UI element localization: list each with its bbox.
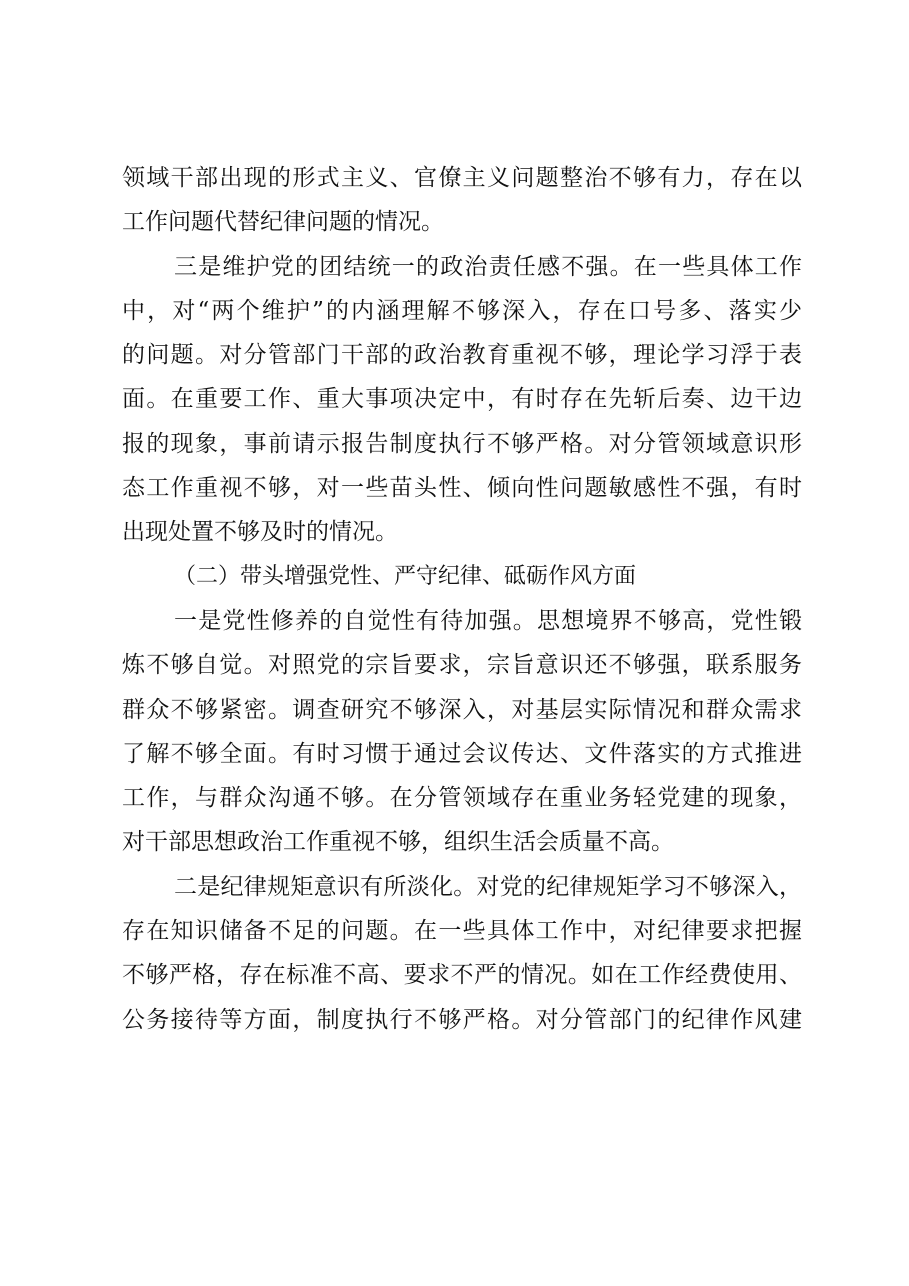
text-line: 了解不够全面。有时习惯于通过会议传达、文件落实的方式推进 [122, 740, 802, 767]
text-line: 群众不够紧密。调查研究不够深入，对基层实际情况和群众需求 [122, 696, 802, 723]
text-line: 不够严格，存在标准不高、要求不严的情况。如在工作经费使用、 [122, 962, 802, 989]
section-heading [122, 555, 802, 599]
text-line: 二是纪律规矩意识有所淡化。对党的纪律规矩学习不够深入， [174, 873, 802, 900]
text-line: 态工作重视不够，对一些苗头性、倾向性问题敏感性不强，有时 [122, 475, 802, 502]
text-line: 对干部思想政治工作重视不够，组织生活会质量不高。 [122, 829, 674, 856]
document-body [122, 156, 802, 1042]
text-line: 公务接待等方面，制度执行不够严格。对分管部门的纪律作风建 [122, 1006, 802, 1033]
paragraph-party-spirit [122, 599, 802, 865]
text-line: 三是维护党的团结统一的政治责任感不强。在一些具体工作 [174, 253, 802, 280]
paragraph-continued [122, 156, 802, 245]
text-line: 一是党性修养的自觉性有待加强。思想境界不够高，党性锻 [174, 607, 802, 634]
paragraph-political-responsibility [122, 245, 802, 555]
text-line: 炼不够自觉。对照党的宗旨要求，宗旨意识还不够强，联系服务 [122, 652, 802, 679]
text-line: 工作，与群众沟通不够。在分管领域存在重业务轻党建的现象， [122, 785, 802, 812]
text-line: 领域干部出现的形式主义、官僚主义问题整治不够有力，存在以 [122, 165, 802, 191]
text-line: 的问题。对分管部门干部的政治教育重视不够，理论学习浮于表 [122, 342, 802, 369]
text-line: 中，对“两个维护”的内涵理解不够深入，存在口号多、落实少 [122, 297, 802, 324]
paragraph-discipline [122, 865, 802, 1042]
text-line: 工作问题代替纪律问题的情况。 [122, 209, 444, 236]
text-line: 面。在重要工作、重大事项决定中，有时存在先斩后奏、边干边 [122, 386, 802, 413]
section-heading-text: （二）带头增强党性、严守纪律、砥砺作风方面 [174, 563, 637, 589]
text-line: 存在知识储备不足的问题。在一些具体工作中，对纪律要求把握 [122, 918, 802, 945]
text-line: 出现处置不够及时的情况。 [122, 519, 398, 546]
text-line: 报的现象，事前请示报告制度执行不够严格。对分管领域意识形 [122, 430, 802, 457]
